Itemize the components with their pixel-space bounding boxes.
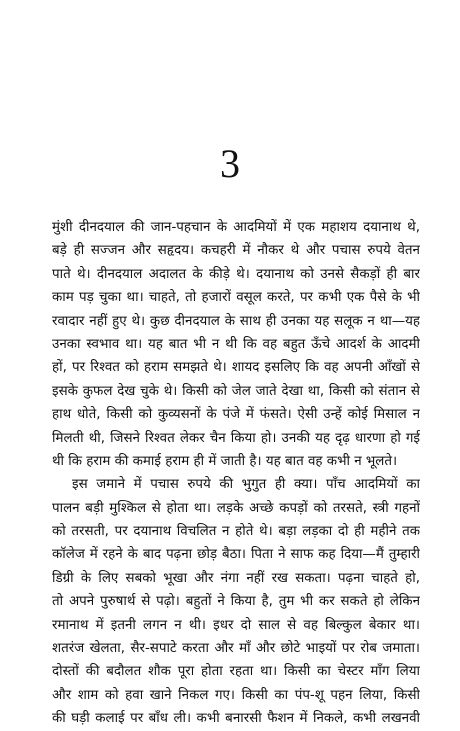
text-line: काम पड़ चुका था। चाहते, तो हजारों वसूल करते, पर कभी एक पैसे के भी (52, 290, 420, 306)
chapter-body (52, 216, 420, 731)
text-line: इस जमाने में पचास रुपये की भुगुत ही क्या। पाँच आदमियों का (72, 477, 420, 493)
text-line: की घड़ी कलाई पर बाँध ली। कभी बनारसी फैशन में निकले, कभी लखनवी (52, 711, 420, 727)
text-line: तो अपने पुरुषार्थ से पढ़ो। बहुतों ने किया है, तुम भी कर सकते हो लेकिन (52, 594, 420, 610)
text-line: मुंशी दीनदयाल की जान-पहचान के आदमियों में एक महाशय दयानाथ थे, (52, 220, 420, 235)
text-line: थी कि हराम की कमाई हराम ही में जाती है। यह बात वह कभी न भूलते। (52, 453, 398, 469)
text-line: डिग्री के लिए सबको भूखा और नंगा नहीं रख सकता। पढ़ना चाहते हो, (52, 570, 420, 586)
paragraph-1 (52, 216, 420, 473)
paragraph-2 (52, 473, 420, 730)
text-line: मिलती थी, जिसने रिश्वत लेकर चैन किया हो। उनकी यह दृढ़ धारणा हो गई (52, 430, 420, 446)
text-line: को तरसती, पर दयानाथ विचलित न होते थे। बड़ा लड़का दो ही महीने तक (52, 524, 420, 540)
text-line: हाथ धोते, किसी को कुव्यसनों के पंजे में फंसते। ऐसी उन्हें कोई मिसाल न (52, 407, 420, 423)
text-line: उनका स्वभाव था। यह बात भी न थी कि वह बहुत ऊँचे आदर्श के आदमी (52, 336, 420, 352)
chapter-number: 3 (220, 141, 240, 186)
text-line: कॉलेज में रहने के बाद पढ़ना छोड़ बैठा। पिता ने साफ कह दिया—मैं तुम्हारी (52, 547, 420, 563)
text-line: हों, पर रिश्वत को हराम समझते थे। शायद इसलिए कि वह अपनी आँखों से (52, 360, 420, 376)
text-line: रमानाथ में इतनी लगन न थी। इधर दो साल से वह बिल्कुल बेकार था। (52, 617, 420, 633)
text-line: शतरंज खेलता, सैर-सपाटे करता और माँ और छोटे भाइयों पर रोब जमाता। (52, 641, 420, 657)
text-line: पाते थे। दीनदयाल अदालत के कीड़े थे। दयानाथ को उनसे सैकड़ों ही बार (52, 266, 420, 282)
text-line: रवादार नहीं हुए थे। कुछ दीनदयाल के साथ ही उनका यह सलूक न था—यह (52, 313, 420, 329)
text-line: बड़े ही सज्जन और सहृदय। कचहरी में नौकर थे और पचास रुपये वेतन (52, 243, 420, 259)
text-line: दोस्तों की बदौलत शौक पूरा होता रहता था। किसी का चेस्टर माँग लिया (52, 664, 420, 680)
text-line: पालन बड़ी मुश्किल से होता था। लड़के अच्छे कपड़ों को तरसते, स्त्री गहनों (52, 500, 420, 516)
text-line: और शाम को हवा खाने निकल गए। किसी का पंप-शू पहन लिया, किसी (52, 687, 420, 703)
text-line: इसके कुफल देख चुके थे। किसी को जेल जाते देखा था, किसी को संतान से (52, 383, 420, 399)
